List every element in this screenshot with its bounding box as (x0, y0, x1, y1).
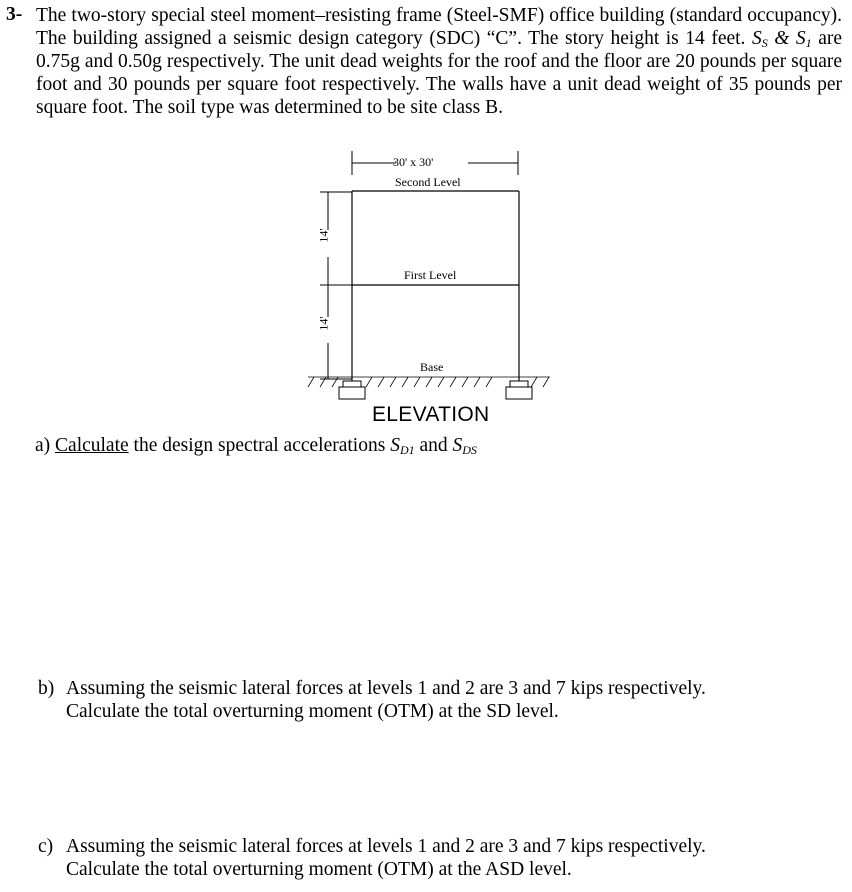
ss-subscript: S (761, 36, 768, 50)
question-b-line1: Assuming the seismic lateral forces at levels 1 and 2 are 3 and 7 kips respectively. (66, 678, 706, 699)
label-second-level: Second Level (395, 175, 461, 189)
question-c-letter: c) (38, 836, 54, 857)
question-c-line2: Calculate the total overturning moment (OTM) at the ASD level. (66, 859, 572, 880)
figure-caption: ELEVATION (372, 403, 490, 426)
question-b (38, 677, 838, 723)
problem-text-part2: are 0.75g and 0.50g respectively. The unit dead weights for the roof and the floor are 20 pounds per square foot and 30 pounds per square foot respectively. The walls have a unit dead weight of 35 pounds per square foot. The soil type was determined to be site class B. (36, 28, 843, 118)
ampersand: & (767, 28, 796, 49)
sd1-subscript: D1 (399, 443, 415, 457)
footing-right (506, 381, 532, 399)
question-a-and: and (414, 435, 453, 456)
question-c (38, 835, 838, 881)
story-height-upper: 14' (316, 228, 331, 243)
elevation-figure (300, 145, 560, 435)
question-a-text: the design spectral accelerations (128, 435, 391, 456)
s1-symbol: S (795, 28, 806, 49)
sd1-symbol: S (390, 435, 400, 456)
s1-subscript: 1 (805, 36, 812, 50)
sds-symbol: S (452, 435, 463, 456)
story-height-lower: 14' (316, 316, 331, 331)
footing-left (339, 381, 365, 399)
question-c-line1: Assuming the seismic lateral forces at levels 1 and 2 are 3 and 7 kips respectively. (66, 836, 706, 857)
sds-subscript: DS (462, 443, 477, 457)
question-a-verb: Calculate (55, 435, 129, 456)
problem-text (36, 4, 842, 119)
problem-number: 3- (6, 4, 23, 25)
label-base: Base (420, 360, 444, 374)
ss-symbol: S (751, 28, 762, 49)
question-b-letter: b) (38, 678, 55, 699)
question-a-letter: a) (35, 435, 51, 456)
question-b-line2: Calculate the total overturning moment (OTM) at the SD level. (66, 701, 559, 722)
label-first-level: First Level (404, 268, 457, 282)
problem-text-part1: The two-story special steel moment–resisting frame (Steel-SMF) office building (standard occupancy). The building assigned a seismic design category (SDC) “C”. The story height is 14 feet. (36, 5, 842, 49)
question-a (35, 434, 477, 457)
dimension-plan: 30' x 30' (393, 155, 434, 169)
